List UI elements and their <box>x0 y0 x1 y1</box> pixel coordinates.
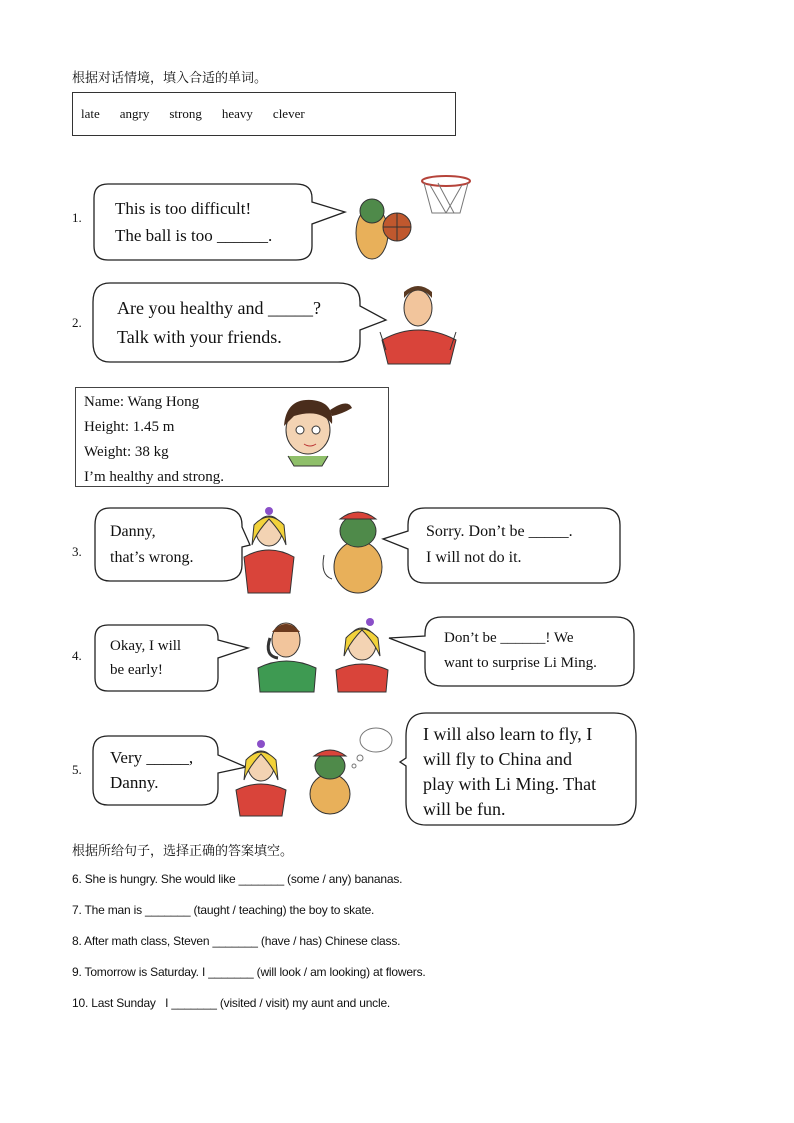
bubble-3-right-line1: Sorry. Don’t be _____. <box>426 523 573 540</box>
bubble-4-right-line2: want to surprise Li Ming. <box>444 655 597 671</box>
bubble-3-left-line2: that’s wrong. <box>110 549 194 566</box>
bubble-1-line1: This is too difficult! <box>115 199 252 218</box>
bubble-1-line2: The ball is too ______. <box>115 226 273 245</box>
jenny-illustration-3 <box>238 505 300 593</box>
word-angry: angry <box>119 106 150 121</box>
profile-name: Name: Wang Hong <box>84 394 200 410</box>
item-number-5: 5. <box>72 762 82 777</box>
item-number-3: 3. <box>72 544 82 559</box>
question-9: 9. Tomorrow is Saturday. I _______ (will look / am looking) at flowers. <box>72 965 426 979</box>
bubble-4-right-line1: Don’t be ______! We <box>444 630 574 646</box>
danny-dreaming-illustration <box>302 722 402 816</box>
instruction-2: 根据所给句子，选择正确的答案填空。 <box>72 844 294 859</box>
jenny-illustration-5 <box>230 738 292 816</box>
word-strong: strong <box>169 106 202 121</box>
word-late: late <box>81 106 100 121</box>
bubble-3-right-line2: I will not do it. <box>426 549 522 566</box>
man-talking-illustration <box>376 282 461 367</box>
word-clever: clever <box>272 106 305 121</box>
item-number-4: 4. <box>72 648 82 663</box>
bubble-3-left-line1: Danny, <box>110 523 156 540</box>
bubble-5-right-line1: I will also learn to fly, I <box>423 724 593 744</box>
profile-weight: Weight: 38 kg <box>84 444 169 460</box>
bubble-5-left-line2: Danny. <box>110 773 159 792</box>
question-10: 10. Last Sunday I _______ (visited / visit) my aunt and uncle. <box>72 996 391 1010</box>
bubble-4-left-line2: be early! <box>110 662 163 678</box>
profile-height: Height: 1.45 m <box>84 419 175 435</box>
girl-on-phone-illustration <box>330 612 394 692</box>
boy-on-phone-illustration <box>250 612 322 692</box>
bubble-5-right-line2: will fly to China and <box>423 749 572 769</box>
word-heavy: heavy <box>221 106 253 121</box>
question-6: 6. She is hungry. She would like _______ (some / any) bananas. <box>72 872 403 886</box>
turtle-basketball-illustration <box>350 175 475 265</box>
bubble-4-left-line1: Okay, I will <box>110 638 182 654</box>
question-8: 8. After math class, Steven _______ (have / has) Chinese class. <box>72 934 401 948</box>
item-number-2: 2. <box>72 315 82 330</box>
bubble-5-left-line1: Very _____, <box>110 748 194 767</box>
bubble-2-line2: Talk with your friends. <box>117 327 282 347</box>
bubble-5-right-line4: will be fun. <box>423 799 506 819</box>
word-bank <box>72 92 456 136</box>
speech-bubble-2 <box>90 280 390 366</box>
question-7: 7. The man is _______ (taught / teaching) the boy to skate. <box>72 903 375 917</box>
instruction-1: 根据对话情境，填入合适的单词。 <box>72 71 268 86</box>
girl-portrait-illustration <box>264 394 356 466</box>
bubble-2-line1: Are you healthy and _____? <box>117 298 321 318</box>
bubble-5-right-line3: play with Li Ming. That <box>423 774 597 794</box>
profile-statement: I’m healthy and strong. <box>84 469 224 485</box>
item-number-1: 1. <box>72 210 82 225</box>
